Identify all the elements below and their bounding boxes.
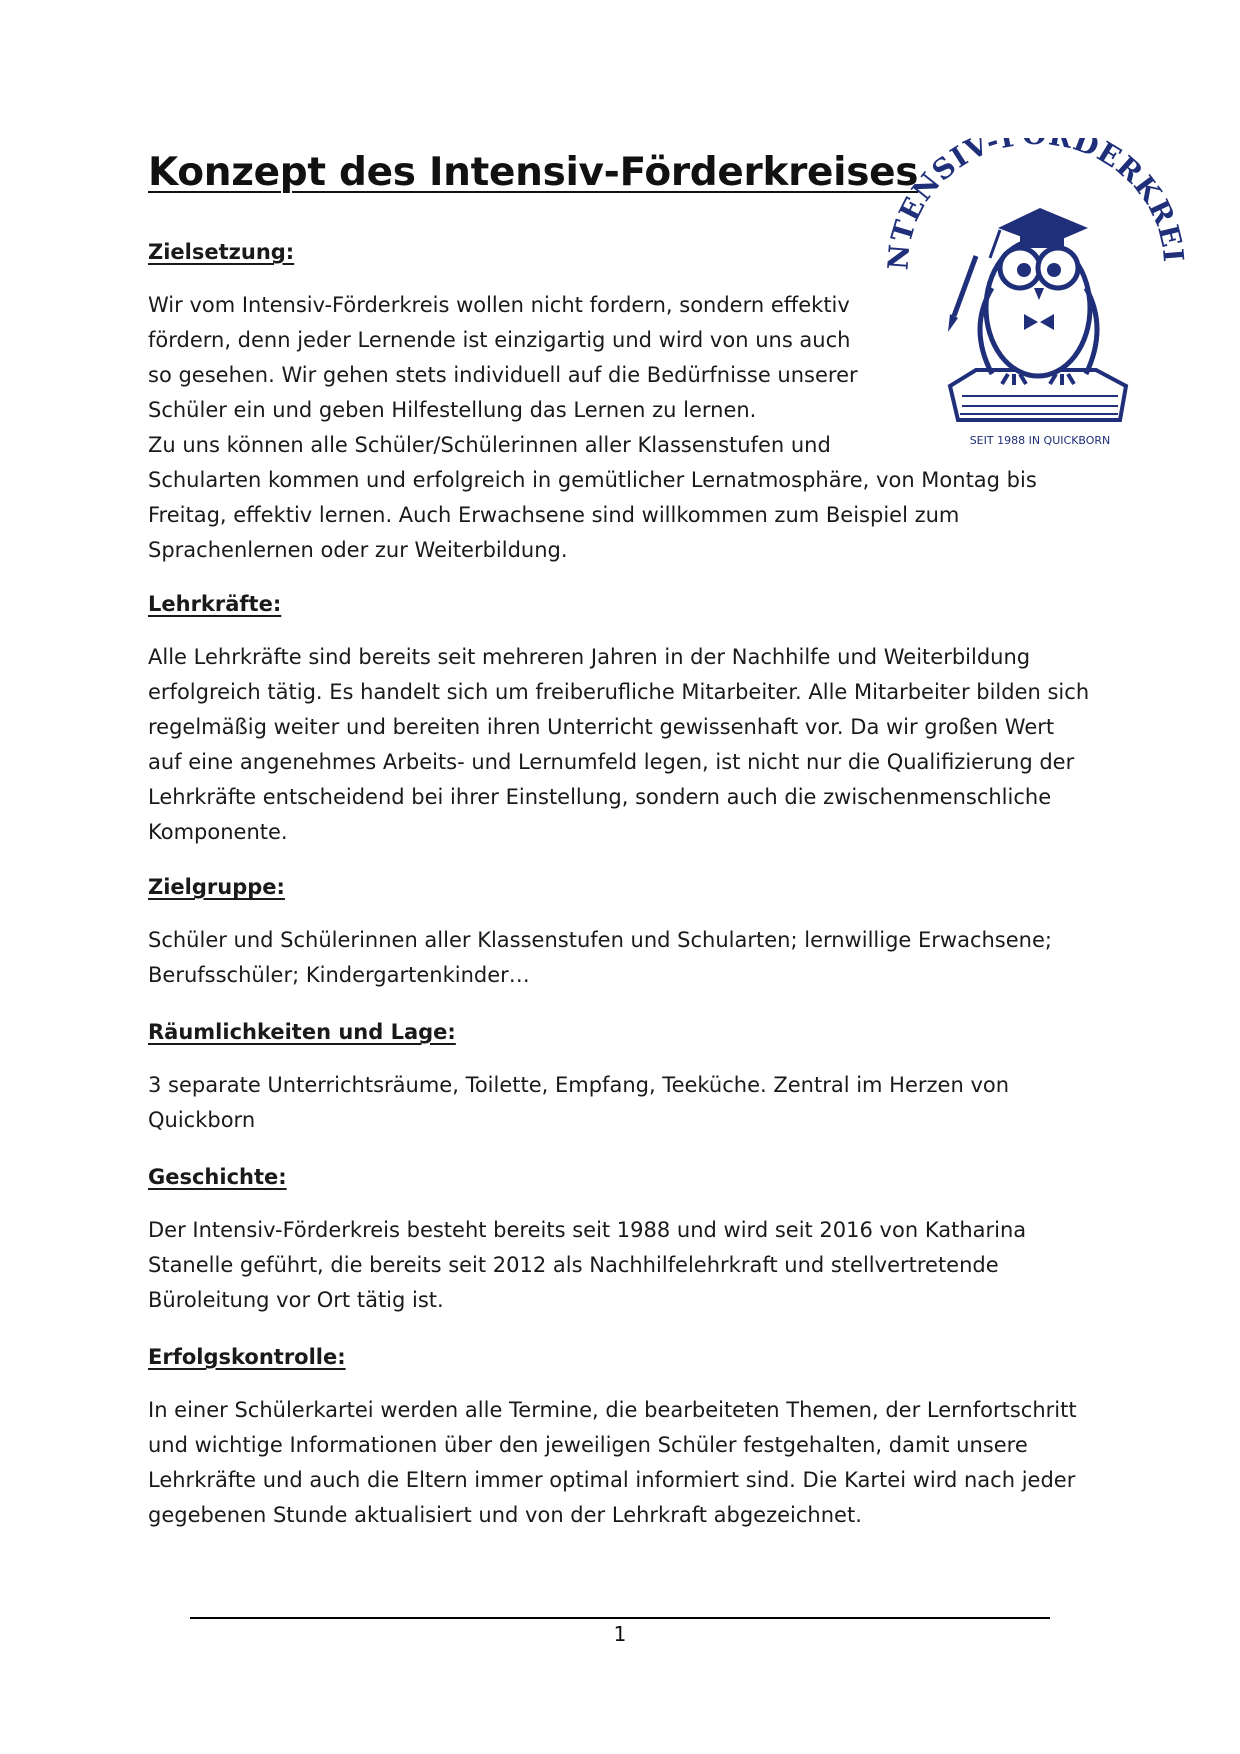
text-line: Lehrkräfte und auch die Eltern immer optimal informiert sind. Die Kartei wird nach jeder [148,1468,1076,1492]
page-number: 1 [613,1622,627,1646]
text-line: Komponente. [148,820,288,844]
section-heading-lehrkraefte: Lehrkräfte: [148,592,282,616]
section-heading-erfolgskontrolle: Erfolgskontrolle: [148,1345,346,1369]
text-line: auf eine angenehmes Arbeits- und Lernumfeld legen, ist nicht nur die Qualifizierung der [148,750,1075,774]
text-line: gegebenen Stunde aktualisiert und von der Lehrkraft abgezeichnet. [148,1503,862,1527]
text-line: Sprachenlernen oder zur Weiterbildung. [148,538,568,562]
text-line: 3 separate Unterrichtsräume, Toilette, Empfang, Teeküche. Zentral im Herzen von [148,1073,1010,1097]
section-heading-zielgruppe: Zielgruppe: [148,875,285,899]
text-line: Schüler und Schülerinnen aller Klassenstufen und Schularten; lernwillige Erwachsene; [148,928,1052,952]
logo-arc-text: NTENSIV- DERKREI [881,138,1190,272]
text-line: In einer Schülerkartei werden alle Termine, die bearbeiteten Themen, der Lernfortschritt [148,1398,1077,1422]
paragraph-geschichte [148,1213,1026,1318]
text-line: Der Intensiv-Förderkreis besteht bereits seit 1988 und wird seit 2016 von Katharina [148,1218,1027,1242]
text-line: und wichtige Informationen über den jeweiligen Schüler festgehalten, damit unsere [148,1433,1028,1457]
section-heading-geschichte: Geschichte: [148,1165,287,1189]
text-line: Lehrkräfte entscheidend bei ihrer Einstellung, sondern auch die zwischenmenschliche [148,785,1052,809]
text-line: erfolgreich tätig. Es handelt sich um freiberufliche Mitarbeiter. Alle Mitarbeiter bilden sich [148,680,1090,704]
text-line: Schularten kommen und erfolgreich in gemütlicher Lernatmosphäre, von Montag bis [148,468,1037,492]
page-title: Konzept des Intensiv-Förderkreises [148,150,919,195]
text-line: Freitag, effektiv lernen. Auch Erwachsene sind willkommen zum Beispiel zum [148,503,960,527]
text-line: Büroleitung vor Ort tätig ist. [148,1288,444,1312]
text-line: Stanelle geführt, die bereits seit 2012 als Nachhilfelehrkraft und stellvertretende [148,1253,999,1277]
text-line: Wir vom Intensiv-Förderkreis wollen nicht fordern, sondern effektiv [148,293,850,317]
paragraph-zielgruppe [148,923,1052,993]
text-line: Berufsschüler; Kindergartenkinder… [148,963,530,987]
paragraph-erfolgskontrolle [148,1393,1077,1533]
text-line: Zu uns können alle Schüler/Schülerinnen aller Klassenstufen und [148,433,831,457]
paragraph-lehrkraefte [148,640,1089,850]
paragraph-zielsetzung [148,288,1037,568]
text-line: Quickborn [148,1108,256,1132]
text-line: Schüler ein und geben Hilfestellung das Lernen zu lernen. [148,398,757,422]
text-line: so gesehen. Wir gehen stets individuell auf die Bedürfnisse unserer [148,363,858,387]
text-line: Alle Lehrkräfte sind bereits seit mehreren Jahren in der Nachhilfe und Weiterbildung [148,645,1031,669]
logo-tagline: SEIT 1988 IN QUICKBORN [969,434,1111,447]
paragraph-raeumlichkeiten [148,1068,1009,1138]
footer-divider [190,1617,1050,1619]
section-heading-zielsetzung: Zielsetzung: [148,240,295,264]
section-heading-raeumlichkeiten: Räumlichkeiten und Lage: [148,1020,456,1044]
text-line: fördern, denn jeder Lernende ist einzigartig und wird von uns auch [148,328,851,352]
text-line: regelmäßig weiter und bereiten ihren Unterricht gewissenhaft vor. Da wir großen Wert [148,715,1055,739]
